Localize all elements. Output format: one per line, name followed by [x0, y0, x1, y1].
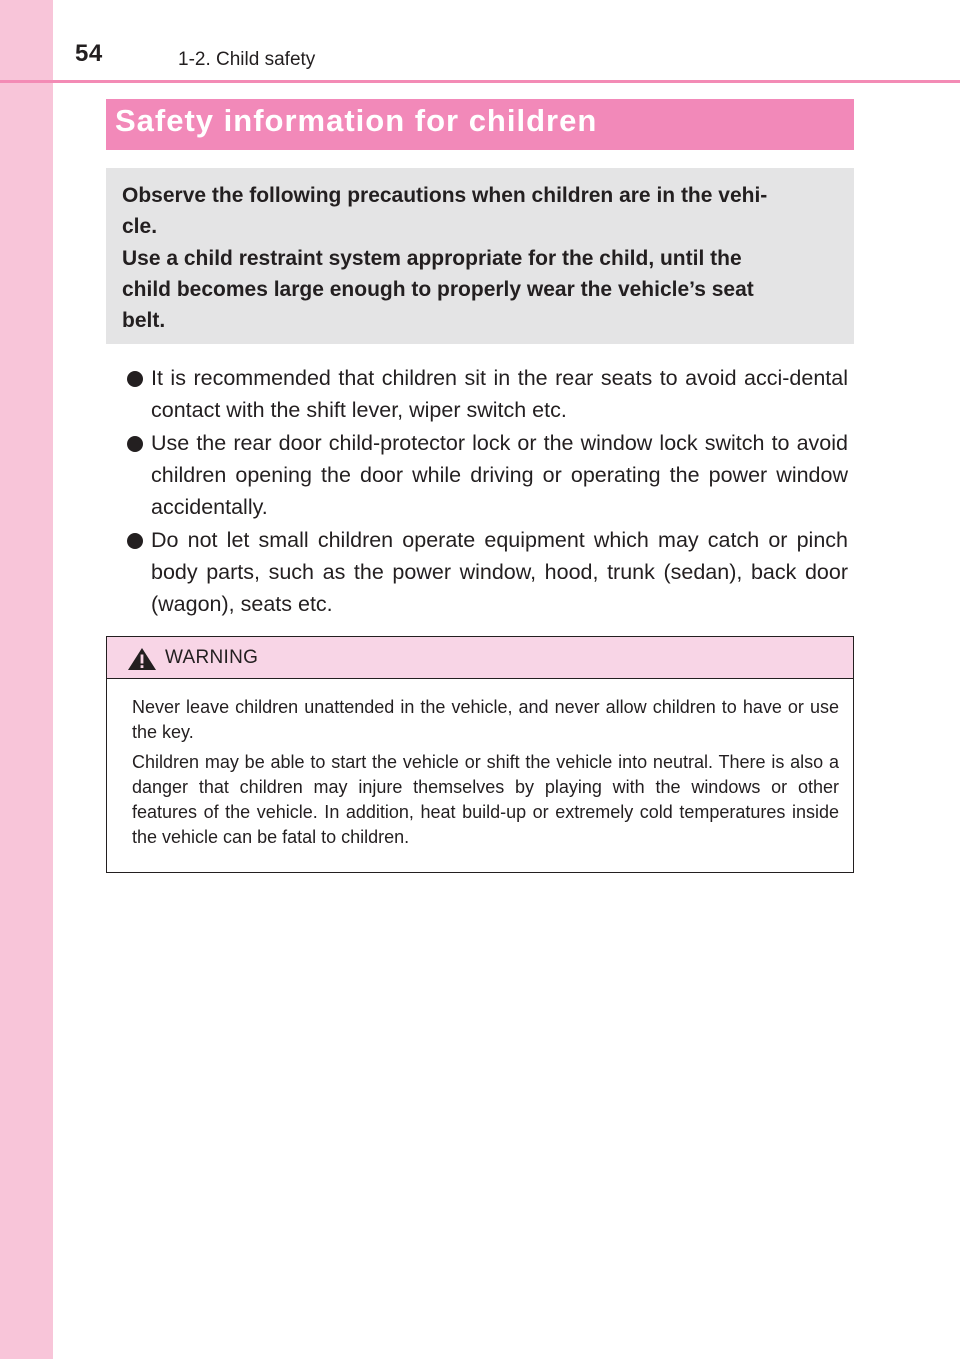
list-item: [127, 363, 848, 427]
list-item: [127, 428, 848, 523]
intro-line: belt.: [122, 309, 166, 333]
list-item-text: Use the rear door child-protector lock or the window lock switch to avoid children opening the door while driving or operating the power window accidentally.: [151, 431, 848, 519]
bullet-icon: [127, 436, 143, 452]
intro-line: cle.: [122, 215, 158, 239]
warning-paragraph: Children may be able to start the vehicle or shift the vehicle into neutral. There is also a danger that children may injure themselves by playing with the windows or other features of the vehicle. In addition, heat build-up or extremely cold temperatures inside the vehicle can be fatal to children.: [132, 752, 839, 847]
warning-triangle-icon: [127, 647, 157, 676]
side-tab-strip: [0, 0, 53, 1359]
warning-header: [107, 637, 853, 679]
intro-line: Use a child restraint system appropriate for the child, until the: [122, 246, 742, 270]
page-title: Safety information for children: [115, 103, 598, 138]
list-item: [127, 525, 848, 620]
precaution-list: [127, 363, 848, 622]
warning-label: WARNING: [165, 647, 259, 668]
title-bar: [106, 99, 854, 150]
section-heading: 1-2. Child safety: [178, 49, 316, 70]
intro-line: child becomes large enough to properly wear the vehicle’s seat: [122, 277, 754, 301]
list-item-text: Do not let small children operate equipment which may catch or pinch body parts, such as the power window, hood, trunk (sedan), back door (wagon), seats etc.: [151, 527, 848, 616]
header-divider: [0, 80, 960, 83]
intro-summary-box: [106, 168, 854, 344]
bullet-icon: [127, 371, 143, 387]
page-number: 54: [75, 40, 103, 67]
warning-body: [107, 679, 853, 849]
list-item-text: It is recommended that children sit in the rear seats to avoid acci-dental contact with the shift lever, wiper switch etc.: [151, 366, 848, 422]
bullet-icon: [127, 533, 143, 549]
warning-paragraph: Never leave children unattended in the vehicle, and never allow children to have or use the key.: [132, 697, 839, 742]
intro-line: Observe the following precautions when children are in the vehi-: [122, 184, 768, 207]
warning-box: [106, 636, 854, 873]
